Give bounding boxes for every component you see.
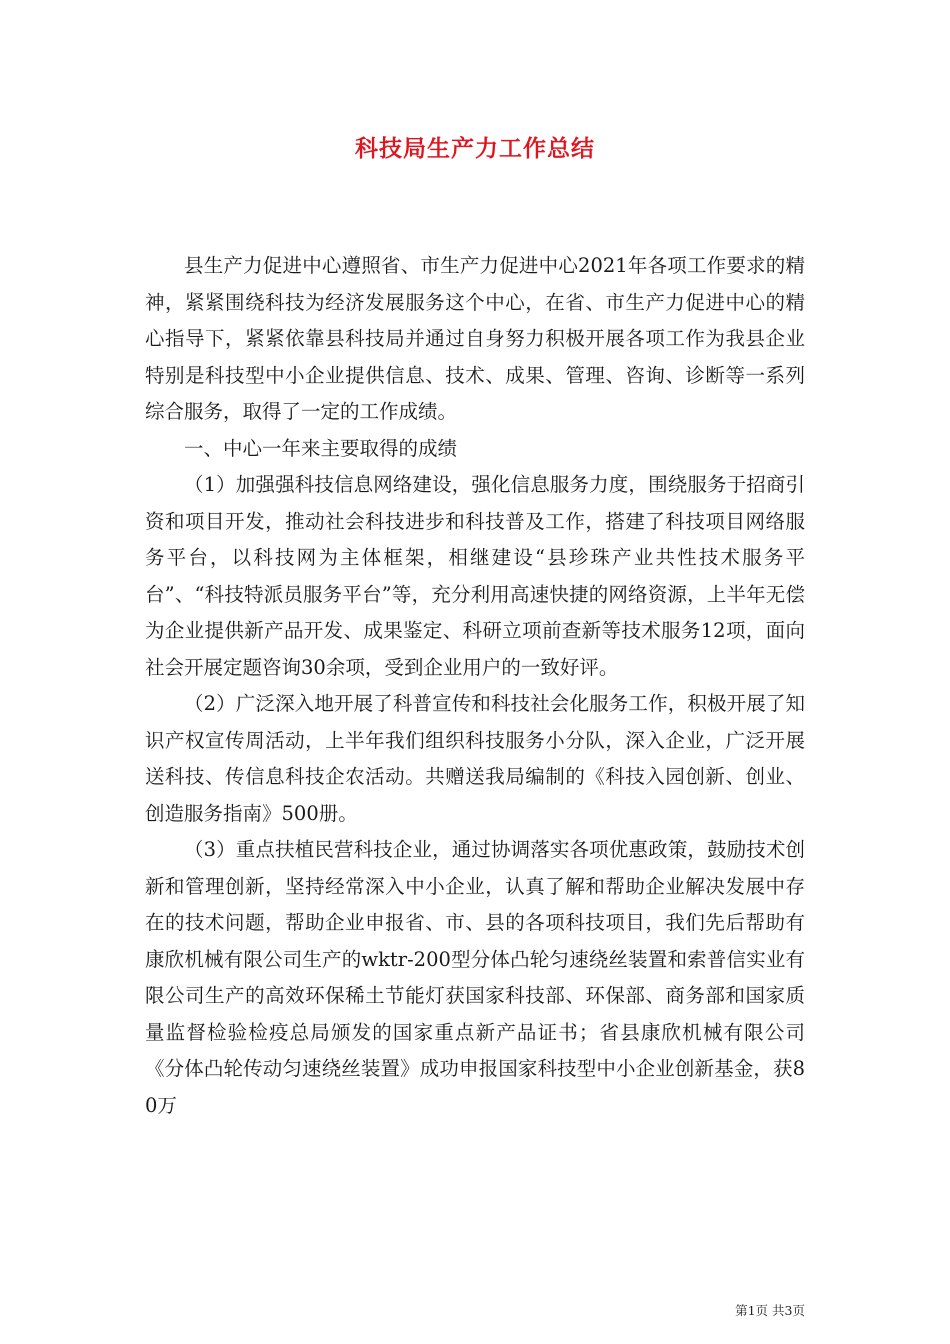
document-body [145, 248, 805, 1124]
document-title: 科技局生产力工作总结 [355, 136, 595, 162]
page-number: 第1页 共3页 [735, 1303, 805, 1318]
section-heading: 一、中心一年来主要取得的成绩 [184, 436, 458, 460]
intro-paragraph: 县生产力促进中心遵照省、市生产力促进中心2021年各项工作要求的精神，紧紧围绕科技为经济发展服务这个中心，在省、市生产力促进中心的精心指导下，紧紧依靠县科技局并通过自身努力积极开展各项工作为我县企业特别是科技型中小企业提供信息、技术、成果、管理、咨询、诊断等一系列综合服务，取得了一定的工作成绩。 [145, 254, 805, 423]
item-2-paragraph: （2）广泛深入地开展了科普宣传和科技社会化服务工作，积极开展了知识产权宣传周活动，上半年我们组织科技服务小分队，深入企业，广泛开展送科技、传信息科技企农活动。共赠送我局编制的《科技入园创新、创业、创造服务指南》500册。 [145, 692, 805, 825]
item-3-paragraph: （3）重点扶植民营科技企业，通过协调落实各项优惠政策，鼓励技术创新和管理创新，坚持经常深入中小企业，认真了解和帮助企业解决发展中存在的技术问题，帮助企业申报省、市、县的各项科技项目，我们先后帮助有康欣机械有限公司生产的wktr-200型分体凸轮匀速绕丝装置和索普信实业有限公司生产的高效环保稀土节能灯获国家科技部、环保部、商务部和国家质量监督检验检疫总局颁发的国家重点新产品证书；省县康欣机械有限公司《分体凸轮传动匀速绕丝装置》成功申报国家科技型中小企业创新基金，获80万 [145, 838, 805, 1117]
item-1-paragraph: （1）加强强科技信息网络建设，强化信息服务力度，围绕服务于招商引资和项目开发，推动社会科技进步和科技普及工作，搭建了科技项目网络服务平台，以科技网为主体框架，相继建设“县珍珠产业共性技术服务平台”、“科技特派员服务平台”等，充分利用高速快捷的网络资源，上半年无偿为企业提供新产品开发、成果鉴定、科研立项前查新等技术服务12项，面向社会开展定题咨询30余项，受到企业用户的一致好评。 [145, 473, 805, 679]
